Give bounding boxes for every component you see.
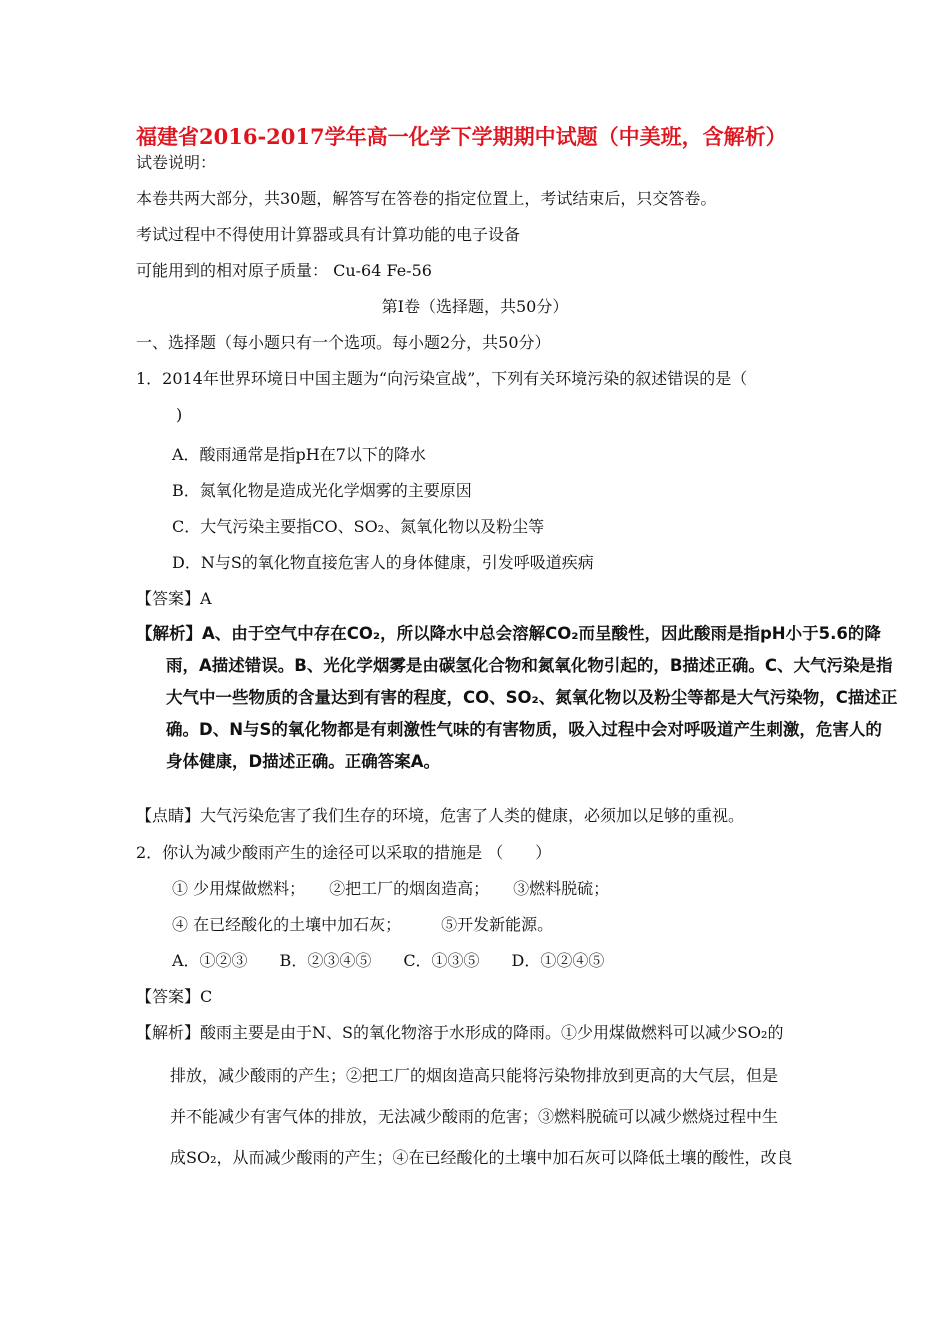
question-1-analysis-line-1: 【解析】A、由于空气中存在CO₂，所以降水中总会溶解CO₂而呈酸性，因此酸雨是指pH小于5.6的降 <box>136 624 881 643</box>
question-2-answer: 【答案】C <box>136 987 213 1006</box>
question-1-stem-continued: ) <box>176 405 183 424</box>
instructions-line-1: 本卷共两大部分，共30题，解答写在答卷的指定位置上，考试结束后，只交答卷。 <box>136 189 717 208</box>
question-1-option-c: C．大气污染主要指CO、SO₂、氮氧化物以及粉尘等 <box>172 517 545 536</box>
question-2-analysis-line-4: 成SO₂，从而减少酸雨的产生；④在已经酸化的土壤中加石灰可以降低土壤的酸性，改良 <box>170 1148 793 1167</box>
question-2-analysis-line-1: 【解析】酸雨主要是由于N、S的氧化物溶于水形成的降雨。①少用煤做燃料可以减少SO₂的 <box>136 1023 784 1042</box>
question-1-option-a: A．酸雨通常是指pH在7以下的降水 <box>172 445 426 464</box>
part-heading: 第Ⅰ卷（选择题，共50分） <box>381 297 569 316</box>
instructions-line-2: 考试过程中不得使用计算器或具有计算功能的电子设备 <box>136 225 521 244</box>
question-2-stem: 2．你认为减少酸雨产生的途径可以采取的措施是 （ ） <box>136 843 552 862</box>
question-1-note: 【点睛】大气污染危害了我们生存的环境，危害了人类的健康，必须加以足够的重视。 <box>136 806 745 825</box>
document-title: 福建省2016-2017学年高一化学下学期期中试题（中美班，含解析） <box>136 124 787 149</box>
question-2-measures-line-2: ④ 在已经酸化的土壤中加石灰； ⑤开发新能源。 <box>172 915 554 934</box>
question-1-analysis-line-3: 大气中一些物质的含量达到有害的程度，CO、SO₂、氮氧化物以及粉尘等都是大气污染物，C描述正 <box>166 688 898 707</box>
question-1-stem: 1．2014年世界环境日中国主题为“向污染宣战”，下列有关环境污染的叙述错误的是（ <box>136 369 748 388</box>
question-1-analysis-line-5: 身体健康，D描述正确。正确答案A。 <box>166 752 440 771</box>
question-1-analysis-line-4: 确。D、N与S的氧化物都是有刺激性气味的有害物质，吸入过程中会对呼吸道产生刺激，危害人的 <box>166 720 882 739</box>
instructions-heading: 试卷说明： <box>136 153 217 172</box>
question-2-options: A．①②③ B．②③④⑤ C．①③⑤ D．①②④⑤ <box>172 951 605 970</box>
question-1-analysis-line-2: 雨，A描述错误。B、光化学烟雾是由碳氢化合物和氮氧化物引起的，B描述正确。C、大气污染是指 <box>166 656 893 675</box>
question-2-measures-line-1: ① 少用煤做燃料； ②把工厂的烟囱造高； ③燃料脱硫； <box>172 879 610 898</box>
instructions-line-3: 可能用到的相对原子质量： Cu-64 Fe-56 <box>136 261 432 280</box>
section-heading: 一、选择题（每小题只有一个选项。每小题2分，共50分） <box>136 333 551 352</box>
question-1-option-d: D．N与S的氧化物直接危害人的身体健康，引发呼吸道疾病 <box>172 553 594 572</box>
question-1-answer: 【答案】A <box>136 589 212 608</box>
question-2-analysis-line-3: 并不能减少有害气体的排放，无法减少酸雨的危害；③燃料脱硫可以减少燃烧过程中生 <box>170 1107 779 1126</box>
question-1-option-b: B．氮氧化物是造成光化学烟雾的主要原因 <box>172 481 472 500</box>
question-2-analysis-line-2: 排放，减少酸雨的产生；②把工厂的烟囱造高只能将污染物排放到更高的大气层，但是 <box>170 1066 779 1085</box>
